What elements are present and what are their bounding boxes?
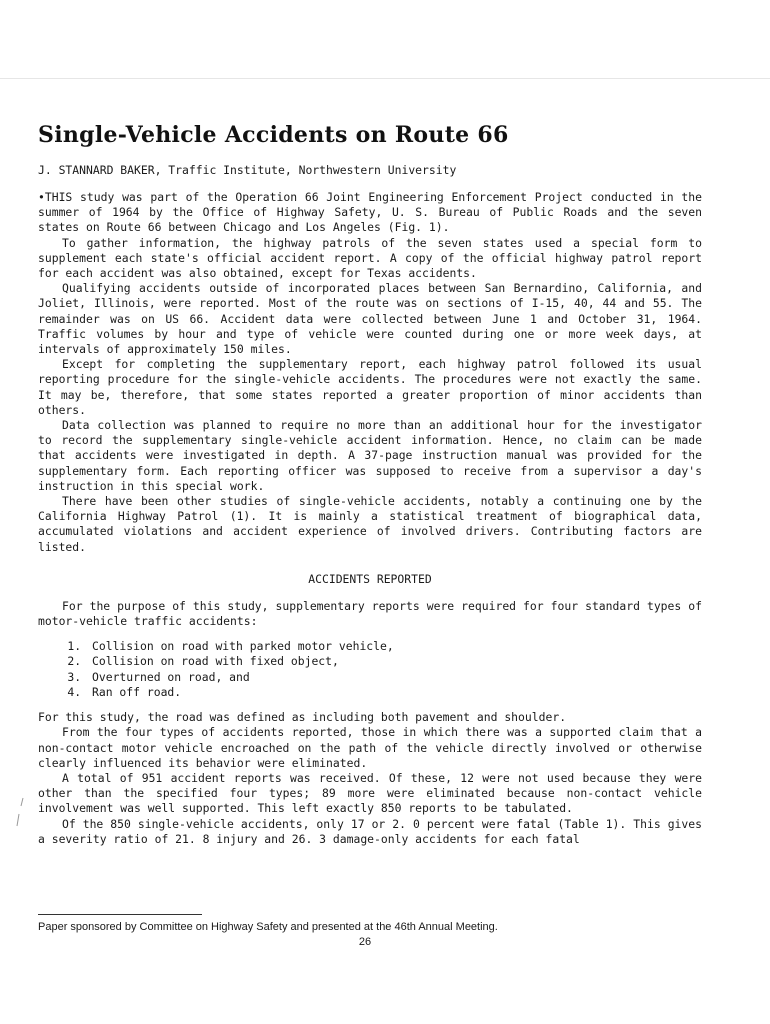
paper-page xyxy=(38,120,702,847)
paper-title: Single-Vehicle Accidents on Route 66 xyxy=(38,122,509,148)
list-item: 4. Ran off road. xyxy=(88,685,702,700)
list-item: 3. Overturned on road, and xyxy=(88,670,702,685)
body-paragraph: For this study, the road was defined as including both pavement and shoulder. xyxy=(38,710,567,725)
section-heading: ACCIDENTS REPORTED xyxy=(308,571,432,586)
accident-type-list xyxy=(38,639,702,700)
footnote-rule xyxy=(38,914,202,915)
footnote: Paper sponsored by Committee on Highway Safety and presented at the 46th Annual Meeting. xyxy=(38,921,498,933)
section-intro-paragraph: For the purpose of this study, supplementary reports were required for four standard types of motor-vehicle traffic accidents: xyxy=(38,598,702,629)
paper-body xyxy=(38,190,702,847)
body-paragraph: From the four types of accidents reported, those in which there was a supported claim that a non-contact motor vehicle encroached on the path of the vehicle directly involved or otherwise clearly influenced its behavior were eliminated. xyxy=(38,725,702,770)
pencil-margin-mark xyxy=(14,796,26,830)
list-item: 1. Collision on road with parked motor vehicle, xyxy=(88,639,702,654)
intro-paragraph: There have been other studies of single-vehicle accidents, notably a continuing one by the California Highway Patrol (1). It is mainly a statistical treatment of biographical data, accumulated violations and accident experience of involved drivers. Contributing factors are listed. xyxy=(38,494,702,554)
author-byline: J. STANNARD BAKER, Traffic Institute, Northwestern University xyxy=(38,163,457,177)
list-item: 2. Collision on road with fixed object, xyxy=(88,654,702,669)
scan-edge-line xyxy=(0,78,770,79)
intro-paragraph: Except for completing the supplementary report, each highway patrol followed its usual reporting procedure for the single-vehicle accidents. The procedures were not exactly the same. It may be, therefore, that some states reported a greater proportion of minor accidents than others. xyxy=(38,357,702,417)
body-paragraph: Of the 850 single-vehicle accidents, only 17 or 2. 0 percent were fatal (Table 1). This gives a severity ratio of 21. 8 injury and 26. 3 damage-only accidents for each fatal xyxy=(38,816,702,846)
intro-paragraph: Data collection was planned to require no more than an additional hour for the investigator to record the supplementary single-vehicle accident information. Hence, no claim can be made that accidents were investigated in depth. A 37-page instruction manual was provided for the supplementary form. Each reporting officer was supposed to receive from a supervisor a day's instruction in this special work. xyxy=(38,418,702,493)
intro-paragraph: •THIS study was part of the Operation 66 Joint Engineering Enforcement Project conducted in the summer of 1964 by the Office of Highway Safety, U. S. Bureau of Public Roads and the seven states on Route 66 between Chicago and Los Angeles (Fig. 1). xyxy=(38,190,702,235)
body-paragraph: A total of 951 accident reports was received. Of these, 12 were not used because they were other than the specified four types; 89 more were eliminated because non-contact vehicle involvement was well supported. This left exactly 850 reports to be tabulated. xyxy=(38,770,702,816)
intro-paragraph: To gather information, the highway patrols of the seven states used a special form to supplement each state's official accident report. A copy of the official highway patrol report for each accident was also obtained, except for Texas accidents. xyxy=(38,235,702,281)
intro-paragraph: Qualifying accidents outside of incorporated places between San Bernardino, California, and Joliet, Illinois, were reported. Most of the route was on sections of I-15, 40, 44 and 55. The remainder was on US 66. Accident data were collected between June 1 and October 31, 1964. Traffic volumes by hour and type of vehicle were counted during one or more week days, at intervals of approximately 150 miles. xyxy=(38,281,702,357)
page-number: 26 xyxy=(358,936,372,948)
